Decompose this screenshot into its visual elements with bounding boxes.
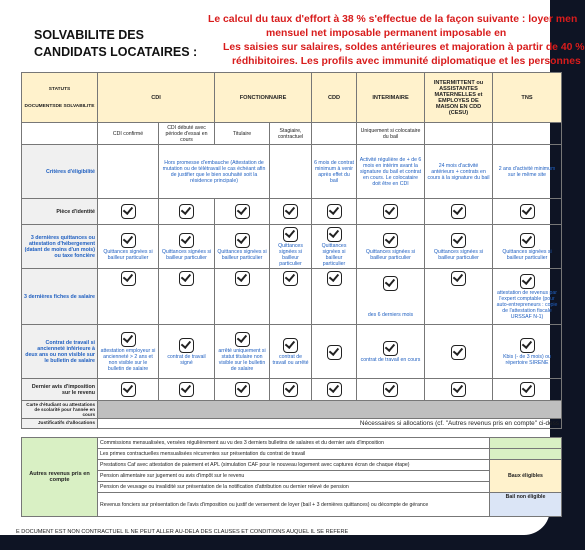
check-icon (235, 204, 250, 219)
row-label-criteres: Critères d'éligibilité (22, 145, 98, 199)
check-icon (179, 233, 194, 248)
check-icon (179, 204, 194, 219)
check-icon (121, 382, 136, 397)
income-item: Revenus fonciers sur présentation de l'avis d'imposition ou justif de versement de loyer (bail + 3 dernières quittances) ou décompte de gérance (98, 493, 490, 517)
criteria-cdd: 6 mois de contrat minimum à venir après effet du bail (312, 145, 357, 199)
criteria-interim: Activité régulière de + de 6 mois en intérim avant la signature du bail et contrat en cours. Le colocataire doit être en CDI (357, 145, 425, 199)
column-interimaire: INTERIMAIRE (357, 73, 425, 123)
notice-line-2: mensuel net imposable permanent imposable en (266, 28, 507, 39)
check-icon (235, 332, 250, 347)
check-icon (451, 271, 466, 286)
check-icon (121, 332, 136, 347)
subcolumn-cdi-essai: CDI débuté avec période d'essai en cours (159, 123, 215, 145)
allocations-note: Nécessaires si allocations (cf. "Autres revenus pris en compte" ci-dess (98, 419, 562, 429)
badge-eligible: Baux éligibles (490, 460, 562, 493)
subcolumn-titulaire: Titulaire (215, 123, 270, 145)
check-icon (327, 227, 342, 242)
criteria-tns: 2 ans d'activité minimum sur le même site (493, 145, 562, 199)
check-icon (383, 233, 398, 248)
criteria-cdi-essai: Hors promesse d'embauche (Attestation de mutation ou de télétravail le cas échéant afin de justifier que le bien souhaité soit la résidence principale) (159, 145, 270, 199)
column-intermittent: INTERMITTENT ou ASSISTANTES MATERNELLES et EMPLOYES DE MAISON EN CDD (CESU) (425, 73, 493, 123)
criteria-intermittent: 24 mois d'activité antérieurs + contrats en cours à la signature du bail (425, 145, 493, 199)
check-icon (520, 338, 535, 353)
income-item: Pension de veuvage ou invalidité sur présentation de la notification d'attribution ou dernier relevé de pension (98, 482, 490, 493)
row-label-fiches-salaire: 3 dernières fiches de salaire (22, 269, 98, 325)
row-label-identite: Pièce d'identité (22, 199, 98, 225)
check-icon (327, 271, 342, 286)
check-icon (283, 227, 298, 242)
column-cdi: CDI (98, 73, 215, 123)
row-label-carte-etudiant: Carte d'étudiant ou attestations de scolarité pour l'année en cours (22, 401, 98, 419)
check-icon (283, 382, 298, 397)
check-icon (520, 233, 535, 248)
subcolumn-interim-coloc: Uniquement si colocataire du bail (357, 123, 425, 145)
check-icon (179, 338, 194, 353)
notice-line-1: Le calcul du taux d'effort à 38 % s'effectue de la façon suivante : loyer men (208, 14, 578, 25)
check-icon (121, 204, 136, 219)
check-icon (383, 204, 398, 219)
check-icon (327, 204, 342, 219)
check-icon (327, 345, 342, 360)
income-item: Prestations Caf avec attestation de paiement et APL (simulation CAF pour le nouveau logement avec captures écran de chaque étape) (98, 460, 490, 471)
row-label-contrat: Contrat de travail si ancienneté inférieure à deux ans ou non visible sur le bulletin de salaire (22, 325, 98, 379)
subcolumn-cdi-confirme: CDI confirmé (98, 123, 159, 145)
row-label-quittances: 3 dernières quittances ou attestation d'hébergement (datant de moins d'un mois) ou taxe foncière (22, 225, 98, 269)
check-icon (235, 233, 250, 248)
income-item: Les primes contractuelles mensualisées récurrentes sur présentation du contrat de travail (98, 449, 490, 460)
check-icon (451, 233, 466, 248)
check-icon (451, 345, 466, 360)
column-fonctionnaire: FONCTIONNAIRE (215, 73, 312, 123)
check-icon (121, 233, 136, 248)
check-icon (235, 271, 250, 286)
check-icon (383, 341, 398, 356)
check-icon (235, 382, 250, 397)
check-icon (327, 382, 342, 397)
other-income-table (21, 437, 562, 517)
check-icon (520, 204, 535, 219)
check-icon (451, 204, 466, 219)
badge-not-eligible: Bail non éligible (490, 493, 562, 517)
check-icon (283, 204, 298, 219)
check-icon (179, 382, 194, 397)
subcolumn-cdd (312, 123, 357, 145)
check-icon (283, 338, 298, 353)
row-label-allocations: Justificatifs d'allocations (22, 419, 98, 429)
check-icon (451, 382, 466, 397)
notice-line-4: rédhibitoires. Les profils avec immunité diplomatique et les personnes (232, 56, 581, 67)
header-corner: STATUTS DOCUMENTSDE SOLVABILITE (22, 73, 98, 123)
check-icon (179, 271, 194, 286)
check-icon (283, 271, 298, 286)
column-cdd: CDD (312, 73, 357, 123)
other-income-label: Autres revenus pris en compte (22, 438, 98, 517)
page-title: SOLVABILITE DES CANDIDATS LOCATAIRES : (34, 28, 198, 59)
column-tns: TNS (493, 73, 562, 123)
footer-disclaimer: E DOCUMENT EST NON CONTRACTUEL IL NE PEUT ALLER AU-DELA DES CLAUSES ET CONDITIONS AUQUEL IL SE REFERE (16, 529, 349, 535)
solvency-table: STATUTS DOCUMENTSDE SOLVABILITE CDI FONCTIONNAIRE CDD INTERIMAIRE INTERMITTENT ou ASSISTANTES MATERNELLES et EMPLOYES DE MAISON EN CDD (CESU) TNS CDI confirmé CDI débuté avec période d'essai en cours Titulaire Stagiaire, contractuel Uniquement si colocataire du bail Critères d'éligibilité Hors promesse d'embauche (Attestation de mutation ou de télétravail le cas échéant afin de justifier que le bien souhaité soit la résidence principale) 6 mois de contrat minimum à venir après effet du bail Activité régulière de + de 6 mois en intérim avant la signature du bail et contrat en cours. Le colocataire doit être en CDI 24 mois d'activité antérieurs + contrats en cours à la signature du bail 2 ans d'activité minimum sur le même site Pièce d'identité 3 dernières quittances ou attestation d'hébergement (datant de moins d'un mois) ou taxe foncière Quittances signées si bailleur particulier Quittances signées si bailleur particulier Quittances signées si bailleur particulier Quittances signées si bailleur particulier Quittances signées si bailleur particulier Quittances signées si bailleur particulier Quittances signées si bailleur particulier Quittances signées si bailleur particulier 3 dernières fiches de salaire des 6 derniers mois attestation de revenus par l'expert comptable (pour auto-entrepreneurs : copie de l'attestation fiscale URSSAF N-1) Contrat de travail si ancienneté inférieure à deux ans ou non visible sur le bulletin de salaire attestation employeur si ancienneté > 2 ans et non visible sur le bulletin de salaire contrat de travail signé arrêté uniquement si statut titulaire non visible sur le bulletin de salaire contrat de travail ou arrêté contrat de travail en cours Kbis (- de 3 mois) ou répertoire SIRENE Dernier avis d'imposition sur le revenu Carte d'étudiant ou attestations de scolarité pour l'année en cours Justificatifs d'allocations Nécessaires si allocations (cf. "Autres revenus pris en compte" ci-dess (21, 72, 562, 429)
income-item: Pension alimentaire sur jugement ou avis d'impôt sur le revenu (98, 471, 490, 482)
check-icon (383, 382, 398, 397)
subcolumn-stagiaire: Stagiaire, contractuel (270, 123, 312, 145)
check-icon (520, 274, 535, 289)
check-icon (383, 276, 398, 291)
subcolumn-intermittent (425, 123, 493, 145)
check-icon (121, 271, 136, 286)
row-label-avis-imposition: Dernier avis d'imposition sur le revenu (22, 379, 98, 401)
notice-line-3: Les saisies sur salaires, soldes antérieures et majoration à partir de 40 % (223, 42, 585, 53)
income-item: Commissions mensualisées, versées régulièrement au vu des 3 derniers bulletins de salaires et du dernier avis d'imposition (98, 438, 490, 449)
subcolumn-tns (493, 123, 562, 145)
check-icon (520, 382, 535, 397)
